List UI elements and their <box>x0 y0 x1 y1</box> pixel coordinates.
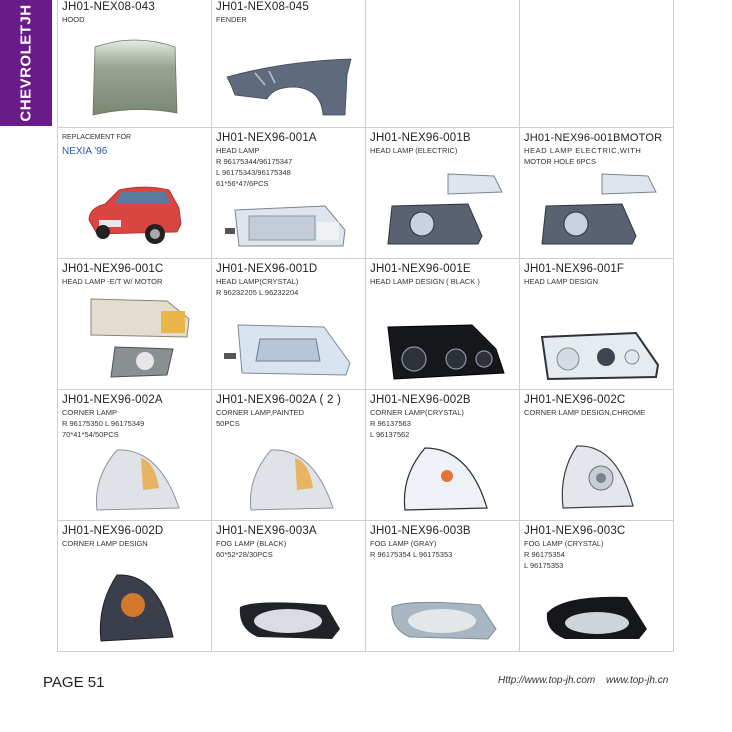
product-desc: 50PCS <box>216 419 240 428</box>
corner-lamp-crystal-image <box>366 446 519 512</box>
product-desc: R 96175354 <box>524 550 565 559</box>
product-desc: CORNER LAMP DESIGN <box>62 539 148 548</box>
product-desc: HEAD LAMP <box>216 146 260 155</box>
product-code: JH01-NEX96-002A ( 2 ) <box>216 394 342 406</box>
product-code: JH01-NEX96-001D <box>216 263 318 275</box>
footer-urls <box>498 675 668 686</box>
product-code: JH01-NEX96-003B <box>370 525 471 537</box>
product-desc: HEAD LAMP (ELECTRIC) <box>370 146 458 155</box>
fog-lamp-gray-image <box>366 593 519 643</box>
product-cell <box>58 259 212 390</box>
fog-lamp-crystal-image <box>520 591 673 643</box>
product-code: JH01-NEX96-001C <box>62 263 164 275</box>
fog-lamp-black-image <box>212 593 365 643</box>
corner-lamp-image <box>58 448 211 512</box>
product-desc: L 96175343/96175348 <box>216 168 291 177</box>
product-cell <box>366 521 520 652</box>
fender-image <box>212 55 365 119</box>
page-number: PAGE 51 <box>43 674 105 691</box>
product-desc: R 96232205 L 96232204 <box>216 288 299 297</box>
head-lamp-crystal-image <box>212 323 365 381</box>
product-desc: 61*56*47/6PCS <box>216 179 269 188</box>
product-cell <box>58 0 212 128</box>
product-cell <box>366 128 520 259</box>
product-desc: HOOD <box>62 15 85 24</box>
product-grid <box>57 0 674 652</box>
product-desc: HEAD LAMP -E/T W/ MOTOR <box>62 277 163 286</box>
product-code: JH01-NEX96-003C <box>524 525 626 537</box>
product-desc: HEAD LAMP DESIGN ( BLACK ) <box>370 277 480 286</box>
grid-row <box>58 259 674 390</box>
product-code: JH01-NEX96-003A <box>216 525 317 537</box>
product-desc: FOG LAMP (GRAY) <box>370 539 437 548</box>
empty-cell <box>366 0 520 128</box>
product-code: JH01-NEX96-002B <box>370 394 471 406</box>
hood-image <box>58 35 211 119</box>
website-link-com[interactable]: Http://www.top-jh.com <box>498 675 596 686</box>
product-desc: HEAD LAMP(CRYSTAL) <box>216 277 299 286</box>
product-desc: L 96137562 <box>370 430 410 439</box>
model-name: NEXIA '96 <box>62 146 108 157</box>
product-cell <box>520 521 674 652</box>
product-desc: 70*41*54/50PCS <box>62 430 119 439</box>
product-desc: CORNER LAMP(CRYSTAL) <box>370 408 464 417</box>
product-desc: HEAD LAMP ELECTRIC,WITH <box>524 146 642 155</box>
product-desc: FOG LAMP (CRYSTAL) <box>524 539 604 548</box>
product-cell <box>58 390 212 521</box>
product-code: JH01-NEX96-001A <box>216 132 317 144</box>
product-code: JH01-NEX96-001BMOTOR <box>524 132 663 144</box>
product-code: JH01-NEX96-002C <box>524 394 626 406</box>
product-desc: R 96175354 L 96175353 <box>370 550 453 559</box>
head-lamp-motor-image <box>520 170 673 250</box>
brand-label: CHEVROLETJH <box>17 4 35 122</box>
product-cell <box>366 390 520 521</box>
head-lamp-image <box>212 202 365 250</box>
product-cell <box>58 128 212 259</box>
grid-row <box>58 390 674 521</box>
product-cell <box>212 0 366 128</box>
product-cell <box>366 259 520 390</box>
product-cell <box>58 521 212 652</box>
product-code: JH01-NEX96-002D <box>62 525 164 537</box>
product-desc: R 96175350 L 96175349 <box>62 419 145 428</box>
grid-row <box>58 0 674 128</box>
product-code: JH01-NEX96-001E <box>370 263 471 275</box>
corner-lamp-chrome-image <box>520 442 673 512</box>
product-desc: 60*52*28/30PCS <box>216 550 273 559</box>
product-code: JH01-NEX96-001F <box>524 263 625 275</box>
grid-row <box>58 521 674 652</box>
empty-cell <box>520 0 674 128</box>
product-cell <box>212 390 366 521</box>
corner-lamp-painted-image <box>212 448 365 512</box>
product-cell <box>212 259 366 390</box>
product-code: JH01-NEX96-001B <box>370 132 471 144</box>
product-desc: CORNER LAMP,PAINTED <box>216 408 305 417</box>
corner-lamp-dark-image <box>58 569 211 643</box>
product-cell <box>212 521 366 652</box>
product-desc: L 96175353 <box>524 561 564 570</box>
grid-row <box>58 128 674 259</box>
product-desc: FENDER <box>216 15 247 24</box>
product-desc: MOTOR HOLE 6PCS <box>524 157 596 166</box>
head-lamp-design-image <box>520 331 673 381</box>
head-lamp-black-image <box>366 323 519 381</box>
head-lamp-electric-image <box>366 170 519 250</box>
product-desc: CORNER LAMP DESIGN,CHROME <box>524 408 646 417</box>
website-link-cn[interactable]: www.top-jh.cn <box>606 675 669 686</box>
product-desc: R 96137563 <box>370 419 411 428</box>
product-cell <box>520 390 674 521</box>
replacement-label: REPLACEMENT FOR <box>62 134 132 141</box>
product-cell <box>520 259 674 390</box>
brand-side-tab <box>0 0 52 126</box>
product-code: JH01-NEX96-002A <box>62 394 163 406</box>
product-desc: FOG LAMP (BLACK) <box>216 539 287 548</box>
product-code: JH01-NEX08-043 <box>62 1 155 13</box>
car-image <box>58 174 211 250</box>
product-cell <box>520 128 674 259</box>
product-desc: R 96175344/96175347 <box>216 157 293 166</box>
product-desc: CORNER LAMP <box>62 408 118 417</box>
product-cell <box>212 128 366 259</box>
product-code: JH01-NEX08-045 <box>216 1 309 13</box>
head-lamp-motor-image <box>58 295 211 381</box>
product-desc: HEAD LAMP DESIGN <box>524 277 599 286</box>
